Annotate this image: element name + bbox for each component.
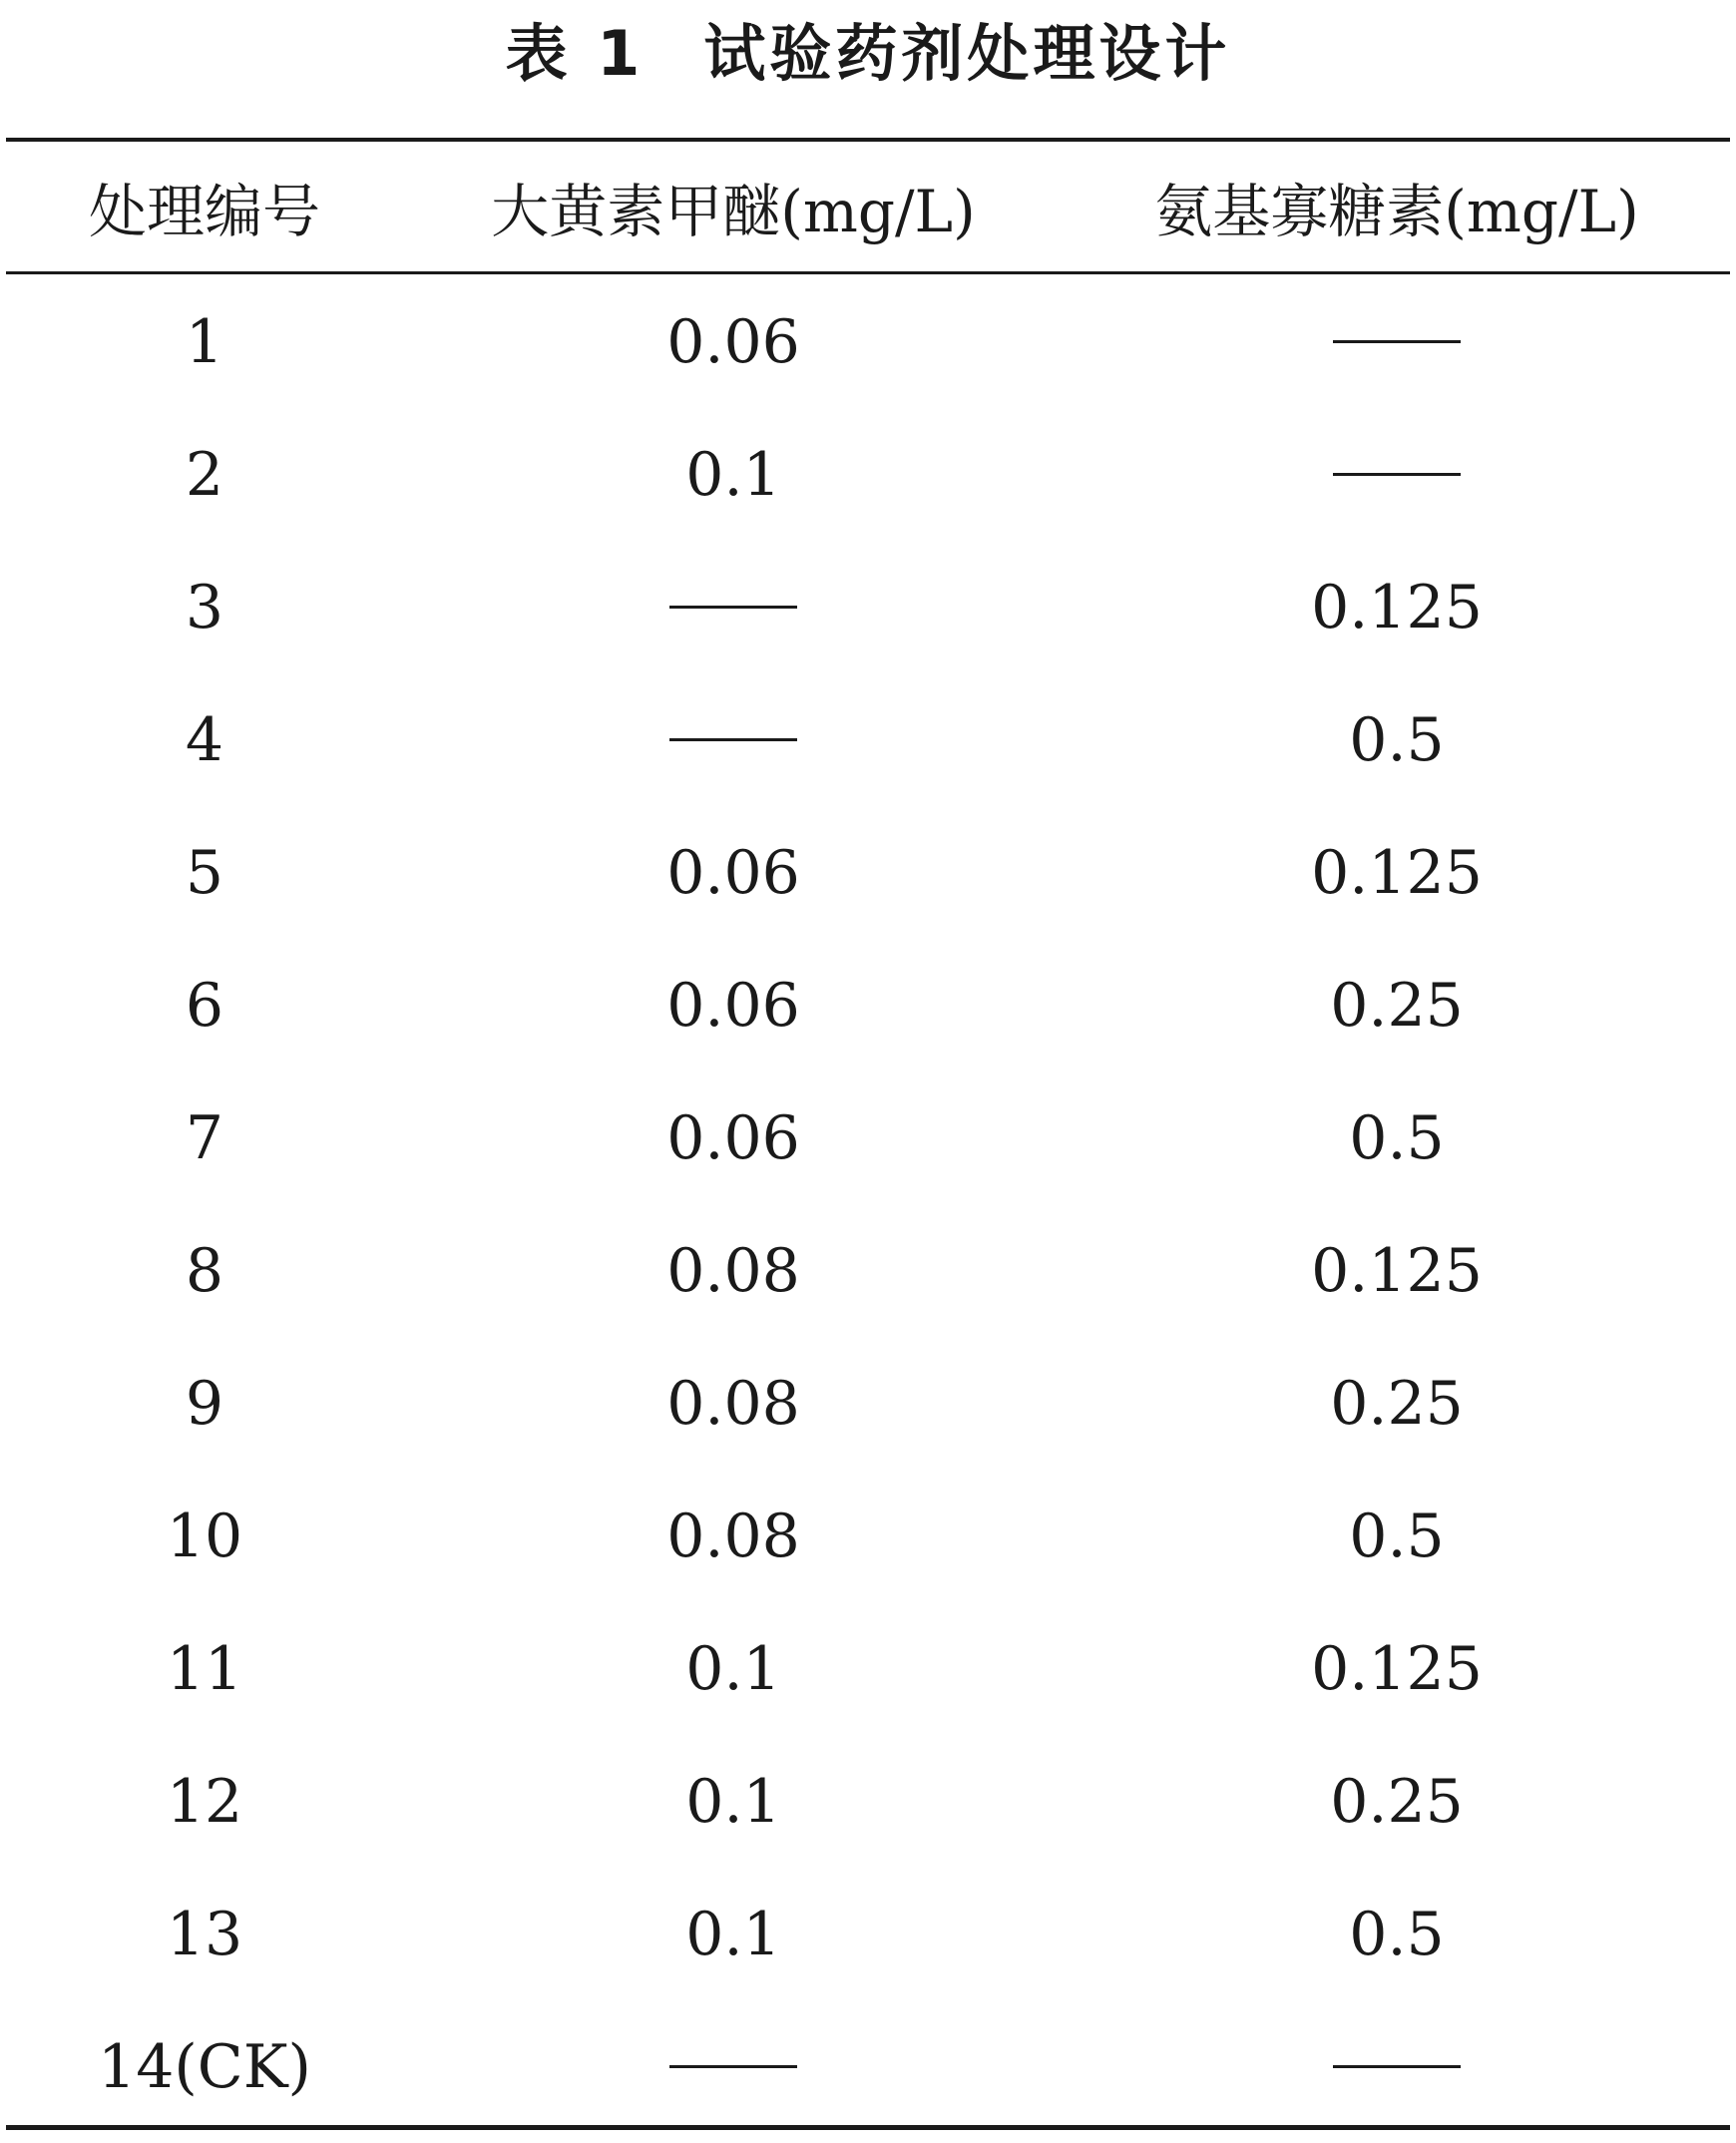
table-row	[0, 1868, 1736, 2000]
cell-physcion-dose: 0.08	[666, 1368, 800, 1439]
table-row	[0, 275, 1736, 408]
table-row	[0, 1602, 1736, 1735]
cell-physcion-dose: 0.06	[666, 306, 800, 377]
dash-mark	[669, 738, 797, 741]
table-title	[0, 14, 1736, 94]
cell-physcion-dose: 0.1	[685, 1766, 781, 1837]
cell-physcion-dose	[409, 673, 1058, 806]
header-rule	[6, 271, 1730, 274]
table-row	[0, 2000, 1736, 2133]
header-treatment-number: 处理编号	[88, 178, 320, 245]
cell-physcion-dose	[409, 2000, 1058, 2133]
cell-physcion-dose: 0.1	[685, 1899, 781, 1969]
cell-treatment-number: 5	[185, 837, 224, 908]
cell-physcion-dose: 0.08	[666, 1235, 800, 1306]
cell-oligosaccharins-dose: 0.5	[1349, 1899, 1445, 1969]
cell-oligosaccharins-dose: 0.5	[1349, 1102, 1445, 1173]
dash-mark	[1333, 340, 1461, 343]
cell-oligosaccharins-dose	[1058, 2000, 1736, 2133]
cell-oligosaccharins-dose: 0.125	[1311, 1633, 1483, 1704]
cell-oligosaccharins-dose: 0.125	[1311, 1235, 1483, 1306]
cell-treatment-number: 2	[185, 439, 224, 510]
cell-oligosaccharins-dose: 0.25	[1330, 970, 1464, 1041]
table-row	[0, 1735, 1736, 1868]
table-row	[0, 806, 1736, 939]
cell-treatment-number: 9	[185, 1368, 224, 1439]
cell-physcion-dose: 0.08	[666, 1500, 800, 1571]
dash-mark	[669, 606, 797, 609]
table-row	[0, 1072, 1736, 1204]
cell-oligosaccharins-dose: 0.5	[1349, 1500, 1445, 1571]
cell-physcion-dose: 0.1	[685, 1633, 781, 1704]
cell-oligosaccharins-dose: 0.125	[1311, 837, 1483, 908]
table-row	[0, 939, 1736, 1072]
cell-oligosaccharins-dose: 0.5	[1349, 704, 1445, 775]
cell-physcion-dose: 0.06	[666, 1102, 800, 1173]
table-row	[0, 1470, 1736, 1602]
bottom-rule	[6, 2125, 1730, 2130]
cell-treatment-number: 4	[185, 704, 224, 775]
cell-treatment-number: 1	[185, 306, 224, 377]
cell-treatment-number: 7	[185, 1102, 224, 1173]
header-physcion: 大黄素甲醚(mg/L)	[491, 178, 976, 245]
cell-oligosaccharins-dose: 0.25	[1330, 1368, 1464, 1439]
cell-treatment-number: 8	[185, 1235, 224, 1306]
table-row	[0, 541, 1736, 673]
table-header	[0, 142, 1736, 271]
dash-mark	[669, 2065, 797, 2068]
cell-physcion-dose: 0.06	[666, 837, 800, 908]
cell-oligosaccharins-dose: 0.25	[1330, 1766, 1464, 1837]
cell-oligosaccharins-dose	[1058, 408, 1736, 541]
cell-treatment-number: 3	[185, 572, 224, 643]
cell-treatment-number: 11	[166, 1633, 243, 1704]
table-number: 表 1	[505, 17, 645, 90]
cell-treatment-number: 12	[166, 1766, 243, 1837]
cell-oligosaccharins-dose	[1058, 275, 1736, 408]
dash-mark	[1333, 473, 1461, 476]
dash-mark	[1333, 2065, 1461, 2068]
table-row	[0, 673, 1736, 806]
table-row	[0, 408, 1736, 541]
table-caption: 试验药剂处理设计	[703, 17, 1231, 90]
cell-treatment-number: 6	[185, 970, 224, 1041]
cell-physcion-dose: 0.1	[685, 439, 781, 510]
cell-physcion-dose	[409, 541, 1058, 673]
table-row	[0, 1337, 1736, 1470]
cell-treatment-number: 10	[166, 1500, 243, 1571]
cell-treatment-number: 13	[166, 1899, 243, 1969]
cell-physcion-dose: 0.06	[666, 970, 800, 1041]
table-row	[0, 1204, 1736, 1337]
cell-oligosaccharins-dose: 0.125	[1311, 572, 1483, 643]
header-oligosaccharins: 氨基寡糖素(mg/L)	[1154, 178, 1639, 245]
cell-treatment-number: 14(CK)	[98, 2031, 311, 2102]
